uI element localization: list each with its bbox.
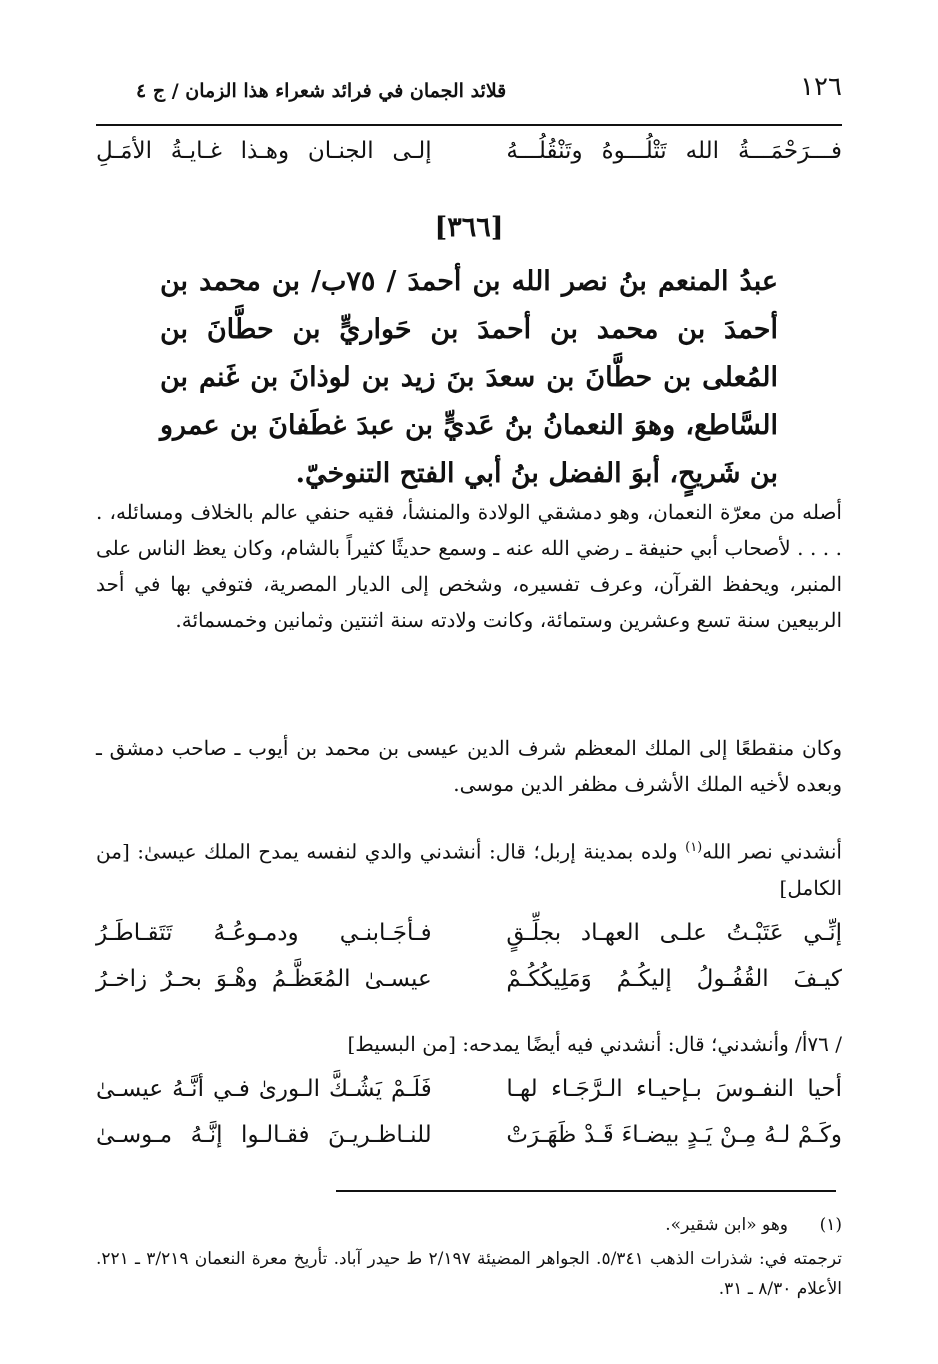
page-number: ١٢٦ <box>800 72 842 102</box>
verse-first-hemistich: إنِّـي عَتَبْـتُ علـى العهـاد بجلِّـقٍ <box>506 920 842 946</box>
paragraph-biography: أصله من معرّة النعمان، وهو دمشقي الولادة والمنشأ، فقيه حنفي عالم بالخلاف ومسائله، . . . . . لأصحاب أبي حنيفة ـ رضي الله عنه ـ وسمع حديثًا كثيراً بالشام، وكان يعظ الناس على المنبر، ويحفظ القرآن، وعرف تفسيره، وشخص إلى الديار المصرية، فتوفي بها في أحد الربيعين سنة تسع وعشرين وستمائة، وكانت ولادته سنة اثنتين وثمانين وخمسمائة. <box>96 500 842 632</box>
footnote-text: وهو «ابن شقير». <box>665 1215 788 1235</box>
verse-first-hemistich: أحيا النفـوسَ بـإحيـاء الـرَّجَـاء لهـا <box>506 1076 842 1102</box>
verse-second-hemistich: عيسـىٰ المُعَظَّـمُ وهْـوَ بحـرٌ زاخـرُ <box>96 966 432 992</box>
footnote-sources: ترجمته في: شذرات الذهب ٥/٣٤١. الجواهر المضيئة ٢/١٩٧ ط حيدر آباد. تأريخ معرة النعمان ٣/٢١٩ ـ ٢٢١. الأعلام ٨/٣٠ ـ ٣١. <box>96 1249 842 1299</box>
verse-second-hemistich: إلـى الجنـان وهـذا غـايـةُ الأمَـلِ <box>96 138 432 164</box>
verse-second-hemistich: للنـاظـريـنَ فقـالـوا إنَّـهُ مـوسـىٰ <box>96 1122 432 1148</box>
top-verse <box>96 138 842 178</box>
recital-text-end: ولده بمدينة إربل؛ قال: أنشدني والدي لنفسه يمدح الملك عيسىٰ: [من الكامل] <box>96 839 842 900</box>
header-rule <box>96 124 842 126</box>
verse-second-hemistich: فَلَـمْ يَشُـكَّ الـورىٰ فـي أنَّـهُ عيسـىٰ <box>96 1076 432 1102</box>
poem2-verse <box>96 1076 842 1116</box>
poem1-verse <box>96 966 842 1006</box>
running-title: قلائد الجمان في فرائد شعراء هذا الزمان / ج ٤ <box>136 80 507 102</box>
recital-text-start: أنشدني نصر الله <box>702 839 842 864</box>
entry-heading: عبدُ المنعم بنُ نصر الله بن أحمدَ / ٧٥ب/ بن محمد بن أحمدَ بن محمد بن أحمدَ بن حَواريٍّ بن حطَّانَ بن المُعلى بن حطَّانَ بن سعدَ بنَ زيد بن لوذانَ بن غَنم بن السَّاطع، وهوَ النعمانُ بنُ عَديٍّ بن عبدَ غطَفانَ بن عمرو بن شَريحٍ، أبوَ الفضل بنُ أبي الفتح التنوخيّ. <box>160 266 778 489</box>
poem1-verse <box>96 920 842 960</box>
footnote-reference: (١) <box>685 840 703 855</box>
paragraph-recital-intro <box>96 830 842 906</box>
paragraph-service: وكان منقطعًا إلى الملك المعظم شرف الدين عيسى بن محمد بن أيوب ـ صاحب دمشق ـ وبعده لأخيه الملك الأشرف مظفر الدين موسى. <box>96 736 842 796</box>
verse-second-hemistich: فـأجَـابنـي ودمـوعُـهُ تَتَقـاطَـرُ <box>96 920 432 946</box>
verse-first-hemistich: وكَـمْ لـهُ مِـنْ يَـدٍ بيضـاءَ قَـدْ ظَهَـرَتْ <box>506 1122 842 1148</box>
entry-number: [٣٦٦] <box>434 212 504 243</box>
paragraph-second-recital: / ٧٦أ/ وأنشدني؛ قال: أنشدني فيه أيضًا يمدحه: [من البسيط] <box>347 1032 842 1056</box>
page-header <box>96 72 842 118</box>
footnote-1 <box>96 1210 842 1240</box>
footnote-rule <box>336 1190 836 1192</box>
verse-first-hemistich: فـــرَحْمَـــةُ الله تَتْلُـــوهُ وتَنْقُلُـــهُ <box>506 138 842 164</box>
poem2-verse <box>96 1122 842 1162</box>
footnote-number: (١) <box>819 1215 842 1235</box>
verse-first-hemistich: كيـفَ القُفُـولُ إليكُـمُ وَمَلِيكُكُـمْ <box>506 966 842 992</box>
